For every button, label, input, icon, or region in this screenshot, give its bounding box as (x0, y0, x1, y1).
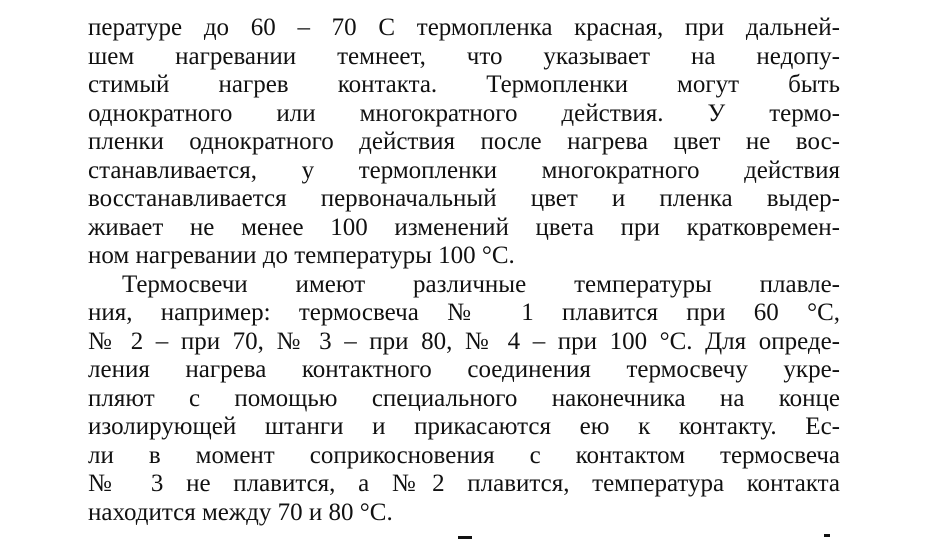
text-line: шем нагревании темнеет, что указывает на недопу- (88, 42, 840, 70)
text-line: станавливается, у термопленки многократного действия (88, 156, 840, 184)
text-line: восстанавливается первоначальный цвет и пленка выдер- (88, 185, 840, 212)
text-line: пляют с помощью специального наконечника на конце (88, 384, 840, 412)
glyph-fragment (458, 536, 472, 539)
text-line: ли в момент соприкосновения с контактом термосвеча (88, 441, 840, 469)
text-line: ния, например: термосвеча № 1 плавится при 60 °С, (88, 299, 840, 326)
text-line: № 3 не плавится, а №2 плавится, температура контакта (88, 470, 840, 497)
text-line: ления нагрева контактного соединения термосвечу укре- (88, 356, 840, 383)
text-line: живает не менее 100 изменений цвета при кратковремен- (88, 213, 840, 241)
text-line: однократного или многократного действия. У термо- (88, 99, 840, 127)
body-text (88, 14, 840, 527)
text-line-last: находится между 70 и 80 °С. (88, 498, 393, 526)
text-line: изолирующей штанги и прикасаются ею к контакту. Ес- (88, 413, 840, 440)
text-line: пленки однократного действия после нагрева цвет не вос- (88, 128, 840, 155)
glyph-fragment (824, 534, 830, 537)
text-line: № 2 – при 70, № 3 – при 80, № 4 – при 100 °С. Для опреде- (88, 327, 840, 355)
text-line-indent: Термосвечи имеют различные температуры плавле- (122, 270, 840, 298)
text-line-last: ном нагревании до температуры 100 °С. (88, 242, 515, 269)
text-line: пературе до 60 – 70 С термопленка красная, при дальней- (88, 14, 840, 41)
cut-off-line (450, 534, 840, 543)
text-line: стимый нагрев контакта. Термопленки могут быть (88, 71, 840, 98)
